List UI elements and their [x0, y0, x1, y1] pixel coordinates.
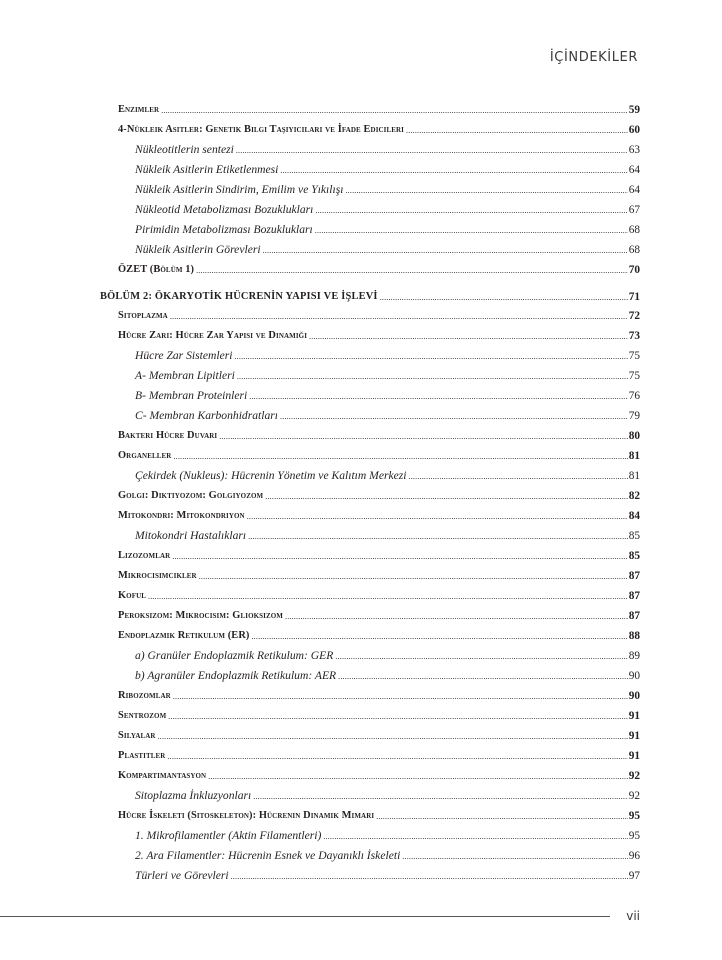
toc-entry-page: 72 — [628, 310, 640, 322]
toc-entry-title: Nükleotitlerin sentezi — [135, 143, 234, 156]
toc-entry-page: 75 — [628, 370, 640, 382]
toc-entry[interactable] — [118, 309, 640, 323]
toc-leader-dots — [167, 751, 627, 763]
toc-entry-title: Hücre Zar Sistemleri — [135, 349, 233, 362]
toc-entry-page: 95 — [628, 830, 640, 842]
toc-entry-page: 81 — [628, 450, 640, 462]
toc-entry[interactable] — [135, 469, 640, 483]
toc-entry-title: Organeller — [118, 450, 172, 461]
toc-entry-title: Peroksizom: Mikrocisim: Glioksizom — [118, 610, 283, 621]
toc-entry-page: 60 — [628, 124, 640, 136]
toc-entry[interactable] — [118, 589, 640, 603]
toc-leader-dots — [148, 591, 628, 603]
toc-entry-title: 1. Mikrofilamentler (Aktin Filamentleri) — [135, 829, 322, 842]
toc-entry-title: Mitokondri Hastalıkları — [135, 529, 247, 542]
toc-entry[interactable] — [135, 849, 640, 863]
toc-entry-page: 88 — [628, 630, 640, 642]
toc-entry-title: Sitoplazma — [118, 310, 168, 321]
toc-entry-page: 92 — [628, 770, 640, 782]
toc-leader-dots — [285, 611, 628, 623]
toc-leader-dots — [309, 331, 628, 343]
toc-entry-title: Silyalar — [118, 730, 156, 741]
toc-leader-dots — [173, 451, 627, 463]
toc-entry-page: 82 — [628, 490, 640, 502]
toc-entry[interactable] — [118, 329, 640, 343]
toc-leader-dots — [323, 831, 627, 843]
toc-entry-title: 2. Ara Filamentler: Hücrenin Esnek ve Dayanıklı İskeleti — [135, 849, 401, 862]
toc-leader-dots — [402, 851, 627, 863]
toc-entry-page: 80 — [628, 430, 640, 442]
toc-leader-dots — [172, 551, 627, 563]
toc-entry[interactable] — [118, 749, 640, 763]
toc-entry[interactable] — [135, 789, 640, 803]
toc-leader-dots — [231, 871, 628, 883]
toc-leader-dots — [251, 631, 627, 643]
toc-entry-page: 75 — [628, 350, 640, 362]
toc-entry-page: 84 — [628, 510, 640, 522]
toc-entry-page: 97 — [628, 870, 640, 882]
toc-entry-title: 4-Nükleik Asitler: Genetik Bilgi Taşıyıcıları ve İfade Edicileri — [118, 124, 405, 135]
toc-entry[interactable] — [135, 143, 640, 157]
toc-entry-title: Koful — [118, 590, 147, 601]
toc-entry-title: Türleri ve Görevleri — [135, 869, 229, 882]
toc-leader-dots — [219, 431, 627, 443]
toc-entry[interactable] — [118, 729, 640, 743]
toc-entry-title: Ribozomlar — [118, 690, 171, 701]
toc-entry[interactable] — [135, 349, 640, 363]
toc-leader-dots — [338, 671, 628, 683]
toc-entry-page: 90 — [628, 670, 640, 682]
toc-entry-page: 87 — [628, 570, 640, 582]
toc-entry-title: Çekirdek (Nukleus): Hücrenin Yönetim ve Kalıtım Merkezi — [135, 469, 407, 482]
toc-entry-title: Kompartimantasyon — [118, 770, 207, 781]
toc-leader-dots — [236, 145, 628, 157]
toc-entry[interactable] — [118, 629, 640, 643]
toc-entry-title: A- Membran Lipitleri — [135, 369, 235, 382]
toc-entry[interactable] — [118, 429, 640, 443]
toc-entry-title: a) Granüler Endoplazmik Retikulum: GER — [135, 649, 334, 662]
toc-entry[interactable] — [135, 869, 640, 883]
toc-leader-dots — [409, 471, 628, 483]
toc-entry-page: 70 — [628, 264, 640, 276]
toc-entry-page: 85 — [628, 530, 640, 542]
toc-entry-page: 59 — [628, 104, 640, 116]
toc-entry-title: C- Membran Karbonhidratları — [135, 409, 278, 422]
toc-entry-page: 85 — [628, 550, 640, 562]
toc-entry[interactable] — [118, 489, 640, 503]
toc-entry-title: ÖZET (Bölüm 1) — [118, 264, 195, 275]
toc-leader-dots — [168, 711, 627, 723]
toc-entry-title: Hücre Zarı: Hücre Zar Yapısı ve Dinamiği — [118, 330, 308, 341]
toc-entry-title: B- Membran Proteinleri — [135, 389, 248, 402]
toc-entry-page: 64 — [628, 164, 640, 176]
toc-entry-title: Golgi: Diktiyozom: Golgiyozom — [118, 490, 264, 501]
toc-leader-dots — [196, 265, 628, 277]
footer-page-number: vii — [626, 909, 640, 923]
toc-entry[interactable] — [118, 263, 640, 277]
toc-leader-dots — [380, 292, 628, 304]
toc-entry-page: 81 — [628, 470, 640, 482]
toc-leader-dots — [170, 311, 628, 323]
toc-leader-dots — [234, 351, 627, 363]
toc-entry-page: 89 — [628, 650, 640, 662]
toc-entry-page: 64 — [628, 184, 640, 196]
toc-entry-page: 63 — [628, 144, 640, 156]
footer-rule — [0, 916, 610, 917]
toc-entry-page: 95 — [628, 810, 640, 822]
toc-leader-dots — [345, 185, 627, 197]
toc-entry-page: 73 — [628, 330, 640, 342]
toc-entry-title: Enzimler — [118, 104, 160, 115]
toc-entry-page: 92 — [628, 790, 640, 802]
toc-entry[interactable] — [118, 449, 640, 463]
toc-entry-title: Lizozomlar — [118, 550, 171, 561]
toc-leader-dots — [406, 125, 628, 137]
toc-entry-title: Nükleik Asitlerin Etiketlenmesi — [135, 163, 279, 176]
toc-entry-page: 67 — [628, 204, 640, 216]
toc-entry[interactable] — [135, 669, 640, 683]
toc-leader-dots — [161, 105, 628, 117]
toc-entry-title: Nükleik Asitlerin Sindirim, Emilim ve Yıkılışı — [135, 183, 344, 196]
toc-entry[interactable] — [118, 609, 640, 623]
toc-entry-title: Bakteri Hücre Duvarı — [118, 430, 218, 441]
toc-entry[interactable] — [135, 649, 640, 663]
toc-entry-title: Pirimidin Metabolizması Bozuklukları — [135, 223, 313, 236]
toc-entry[interactable] — [118, 709, 640, 723]
toc-entry-page: 87 — [628, 590, 640, 602]
toc-entry-page: 76 — [628, 390, 640, 402]
toc-entry-title: Mitokondri: Mitokondriyon — [118, 510, 245, 521]
toc-entry[interactable] — [135, 829, 640, 843]
toc-entry-title: b) Agranüler Endoplazmik Retikulum: AER — [135, 669, 337, 682]
toc-entry-page: 91 — [628, 730, 640, 742]
toc-entry-title: Mikrocisimcikler — [118, 570, 197, 581]
toc-entry[interactable] — [135, 389, 640, 403]
toc-entry[interactable] — [135, 163, 640, 177]
toc-entry-title: BÖLÜM 2: ÖKARYOTİK HÜCRENİN YAPISI VE İŞLEVİ — [100, 291, 378, 302]
toc-entry-page: 87 — [628, 610, 640, 622]
toc-leader-dots — [199, 571, 628, 583]
toc-leader-dots — [253, 791, 627, 803]
toc-leader-dots — [208, 771, 627, 783]
toc-leader-dots — [237, 371, 628, 383]
toc-entry[interactable] — [135, 243, 640, 257]
toc-leader-dots — [280, 165, 627, 177]
toc-entry[interactable] — [118, 689, 640, 703]
toc-leader-dots — [158, 731, 628, 743]
toc-entry[interactable] — [118, 509, 640, 523]
toc-entry[interactable] — [118, 103, 640, 117]
toc-entry[interactable] — [135, 203, 640, 217]
toc-entry-title: Nükleotid Metabolizması Bozuklukları — [135, 203, 314, 216]
toc-entry[interactable] — [135, 409, 640, 423]
toc-entry[interactable] — [100, 290, 640, 304]
toc-entry[interactable] — [118, 569, 640, 583]
toc-entry[interactable] — [135, 369, 640, 383]
toc-entry-page: 68 — [628, 224, 640, 236]
toc-leader-dots — [315, 205, 627, 217]
toc-leader-dots — [173, 691, 628, 703]
toc-entry[interactable] — [135, 183, 640, 197]
toc-entry[interactable] — [135, 529, 640, 543]
toc-entry[interactable] — [135, 223, 640, 237]
toc-entry-page: 79 — [628, 410, 640, 422]
toc-entry-title: Sentrozom — [118, 710, 167, 721]
toc-entry-page: 91 — [628, 750, 640, 762]
toc-entry-title: Endoplazmik Retikulum (ER) — [118, 630, 250, 641]
toc-entry-title: Hücre İskeleti (Sitoskeleton): Hücrenin Dinamik Mimarı — [118, 810, 375, 821]
toc-entry[interactable] — [118, 123, 640, 137]
toc-leader-dots — [376, 811, 628, 823]
toc-entry-page: 71 — [628, 291, 640, 303]
toc-leader-dots — [263, 245, 628, 257]
toc-entry[interactable] — [118, 549, 640, 563]
toc-leader-dots — [315, 225, 628, 237]
toc-leader-dots — [265, 491, 627, 503]
toc-entry[interactable] — [118, 769, 640, 783]
toc-entry-page: 90 — [628, 690, 640, 702]
toc-entry-title: Plastitler — [118, 750, 166, 761]
toc-leader-dots — [249, 391, 627, 403]
toc-entry[interactable] — [118, 809, 640, 823]
toc-leader-dots — [280, 411, 628, 423]
toc-leader-dots — [248, 531, 628, 543]
toc-entry-title: Nükleik Asitlerin Görevleri — [135, 243, 261, 256]
toc-entry-title: Sitoplazma İnkluzyonları — [135, 789, 252, 802]
toc-leader-dots — [247, 511, 628, 523]
toc-entry-page: 68 — [628, 244, 640, 256]
toc-entry-page: 96 — [628, 850, 640, 862]
page-header-title: İÇİNDEKİLER — [549, 50, 638, 65]
toc-entry-page: 91 — [628, 710, 640, 722]
toc-leader-dots — [335, 651, 627, 663]
